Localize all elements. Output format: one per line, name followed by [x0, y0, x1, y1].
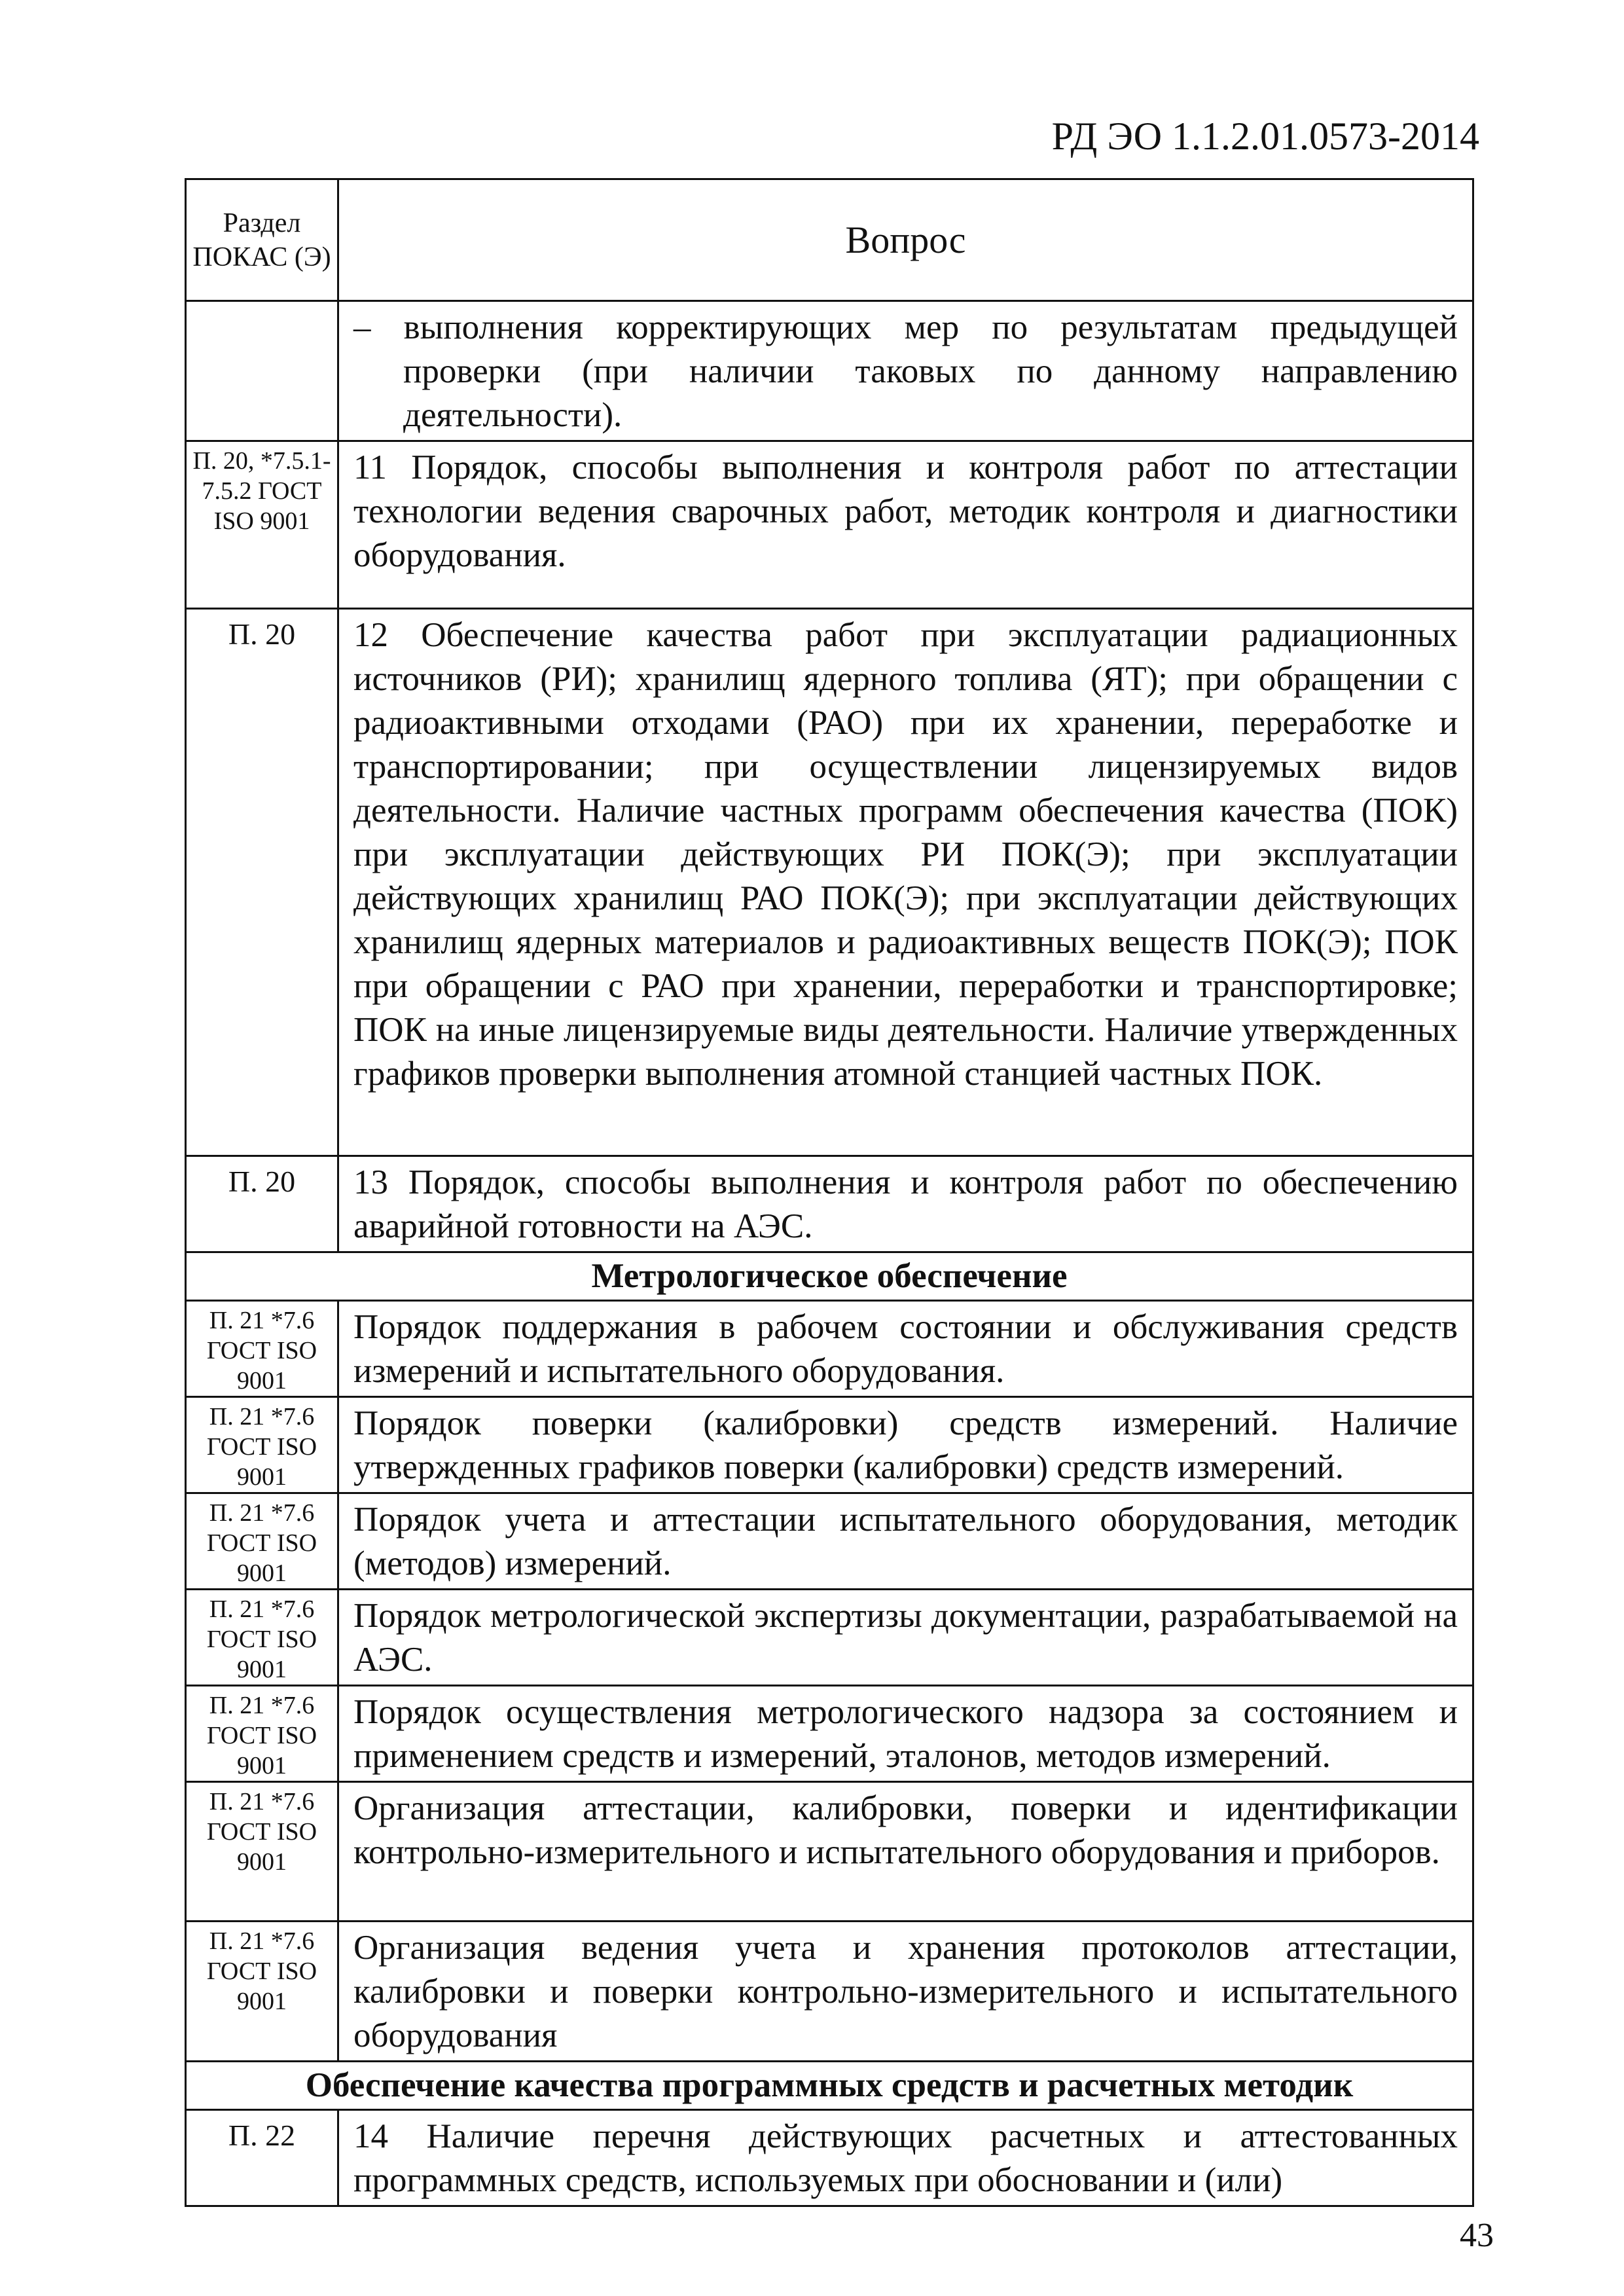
questions-table [185, 178, 1474, 2207]
table-row [186, 1590, 1473, 1686]
question-cell: 13 Порядок, способы выполнения и контроля работ по обеспечению аварийной готовности на АЭС. [338, 1156, 1473, 1252]
section-cell: П. 21 *7.6 ГОСТ ISO 9001 [186, 1493, 338, 1590]
section-heading-row [186, 2062, 1473, 2110]
table-header-row [186, 179, 1473, 301]
column-header-section [186, 179, 338, 301]
section-cell [186, 301, 338, 441]
section-heading-row [186, 1252, 1473, 1301]
section-heading-metrology: Метрологическое обеспечение [186, 1252, 1473, 1301]
table-row [186, 609, 1473, 1156]
table-row [186, 1493, 1473, 1590]
section-cell: П. 22 [186, 2110, 338, 2206]
section-cell: П. 21 *7.6 ГОСТ ISO 9001 [186, 1922, 338, 2062]
section-cell: П. 20, *7.5.1-7.5.2 ГОСТ ISO 9001 [186, 441, 338, 609]
question-cell: Порядок учета и аттестации испытательного оборудования, методик (методов) измерений. [338, 1493, 1473, 1590]
table-row [186, 1782, 1473, 1922]
section-cell: П. 21 *7.6 ГОСТ ISO 9001 [186, 1782, 338, 1922]
table-row [186, 1397, 1473, 1493]
column-header-section-line2: ПОКАС (Э) [192, 242, 331, 272]
question-cell: Организация аттестации, калибровки, поверки и идентификации контрольно-измерительного и испытательного оборудования и приборов. [338, 1782, 1473, 1922]
question-cell: 14 Наличие перечня действующих расчетных и аттестованных программных средств, используемых при обосновании и (или) [338, 2110, 1473, 2206]
table-row [186, 1301, 1473, 1397]
section-cell: П. 21 *7.6 ГОСТ ISO 9001 [186, 1397, 338, 1493]
section-cell: П. 20 [186, 609, 338, 1156]
section-cell: П. 21 *7.6 ГОСТ ISO 9001 [186, 1590, 338, 1686]
page-number: 43 [1460, 2217, 1494, 2254]
question-cell: Организация ведения учета и хранения протоколов аттестации, калибровки и поверки контрольно-измерительного и испытательного оборудования [338, 1922, 1473, 2062]
table-row [186, 1686, 1473, 1782]
question-cell: 12 Обеспечение качества работ при эксплуатации радиационных источников (РИ); хранилищ ядерного топлива (ЯТ); при обращении с радиоактивными отходами (РАО) при их хранении, переработке и транспортировании; при осуществлении лицензируемых видов деятельности. Наличие частных программ обеспечения качества (ПОК) при эксплуатации действующих РИ ПОК(Э); при эксплуатации действующих хранилищ РАО ПОК(Э); при эксплуатации действующих хранилищ ядерных материалов и радиоактивных веществ ПОК(Э); ПОК при обращении с РАО при хранении, переработки и транспортировке; ПОК на иные лицензируемые виды деятельности. Наличие утвержденных графиков проверки выполнения атомной станцией частных ПОК. [338, 609, 1473, 1156]
question-cell: 11 Порядок, способы выполнения и контроля работ по аттестации технологии ведения сварочных работ, методик контроля и диагностики оборудования. [338, 441, 1473, 609]
table-row [186, 301, 1473, 441]
column-header-question: Вопрос [338, 179, 1473, 301]
table-row [186, 1922, 1473, 2062]
document-code: РД ЭО 1.1.2.01.0573-2014 [1051, 115, 1479, 158]
table-row [186, 441, 1473, 609]
table-row [186, 1156, 1473, 1252]
table-row [186, 2110, 1473, 2206]
section-cell: П. 20 [186, 1156, 338, 1252]
section-cell: П. 21 *7.6 ГОСТ ISO 9001 [186, 1301, 338, 1397]
question-cell: Порядок метрологической экспертизы документации, разрабатываемой на АЭС. [338, 1590, 1473, 1686]
column-header-section-line1: Раздел [223, 208, 301, 238]
question-cell: – выполнения корректирующих мер по результатам предыдущей проверки (при наличии таковых по данному направлению деятельности). [338, 301, 1473, 441]
question-cell: Порядок поддержания в рабочем состоянии и обслуживания средств измерений и испытательного оборудования. [338, 1301, 1473, 1397]
question-cell: Порядок поверки (калибровки) средств измерений. Наличие утвержденных графиков поверки (калибровки) средств измерений. [338, 1397, 1473, 1493]
question-cell: Порядок осуществления метрологического надзора за состоянием и применением средств и измерений, эталонов, методов измерений. [338, 1686, 1473, 1782]
section-cell: П. 21 *7.6 ГОСТ ISO 9001 [186, 1686, 338, 1782]
section-heading-software: Обеспечение качества программных средств и расчетных методик [186, 2062, 1473, 2110]
